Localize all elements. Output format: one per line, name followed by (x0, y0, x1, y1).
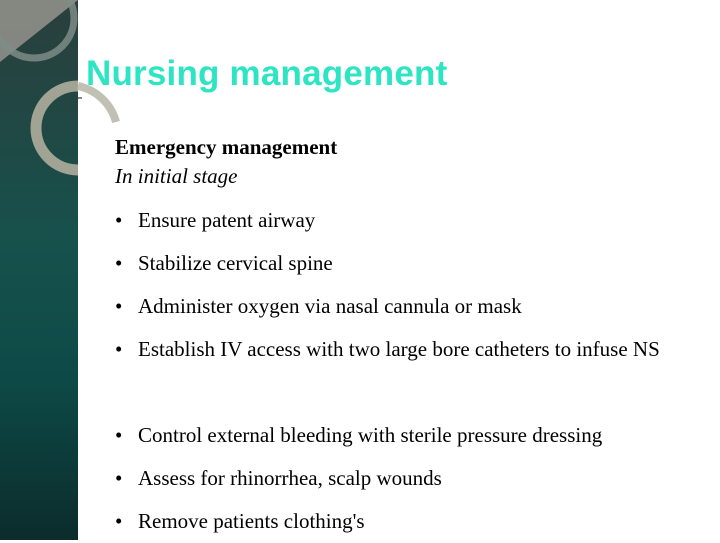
section-subheading: In initial stage (115, 164, 238, 188)
slide-title: Nursing management (86, 54, 448, 93)
bullet-text: Ensure patent airway (138, 208, 316, 232)
bullet-icon: • (115, 294, 123, 318)
list-item (115, 414, 705, 457)
bullet-icon: • (115, 251, 123, 275)
bullet-text: Administer oxygen via nasal cannula or mask (138, 294, 522, 318)
bullet-icon: • (115, 466, 123, 490)
subheading-block (115, 133, 337, 191)
bullet-list (115, 199, 705, 543)
list-item (115, 242, 705, 285)
list-item (115, 285, 705, 328)
bullet-text: Control external bleeding with sterile pressure dressing (138, 423, 603, 447)
bullet-icon: • (115, 337, 123, 361)
bullet-icon: • (115, 509, 123, 533)
bullet-text: Establish IV access with two large bore catheters to infuse NS (138, 337, 660, 361)
list-item (115, 199, 705, 242)
list-item (115, 328, 678, 414)
bullet-text: Assess for rhinorrhea, scalp wounds (138, 466, 442, 490)
section-heading: Emergency management (115, 135, 338, 159)
bullet-icon: • (115, 208, 123, 232)
list-item (115, 457, 705, 500)
list-item (115, 500, 705, 543)
bullet-text: Stabilize cervical spine (138, 251, 333, 275)
bullet-icon: • (115, 423, 123, 447)
bullet-text: Remove patients clothing's (138, 509, 365, 533)
sidebar-band (0, 0, 78, 540)
